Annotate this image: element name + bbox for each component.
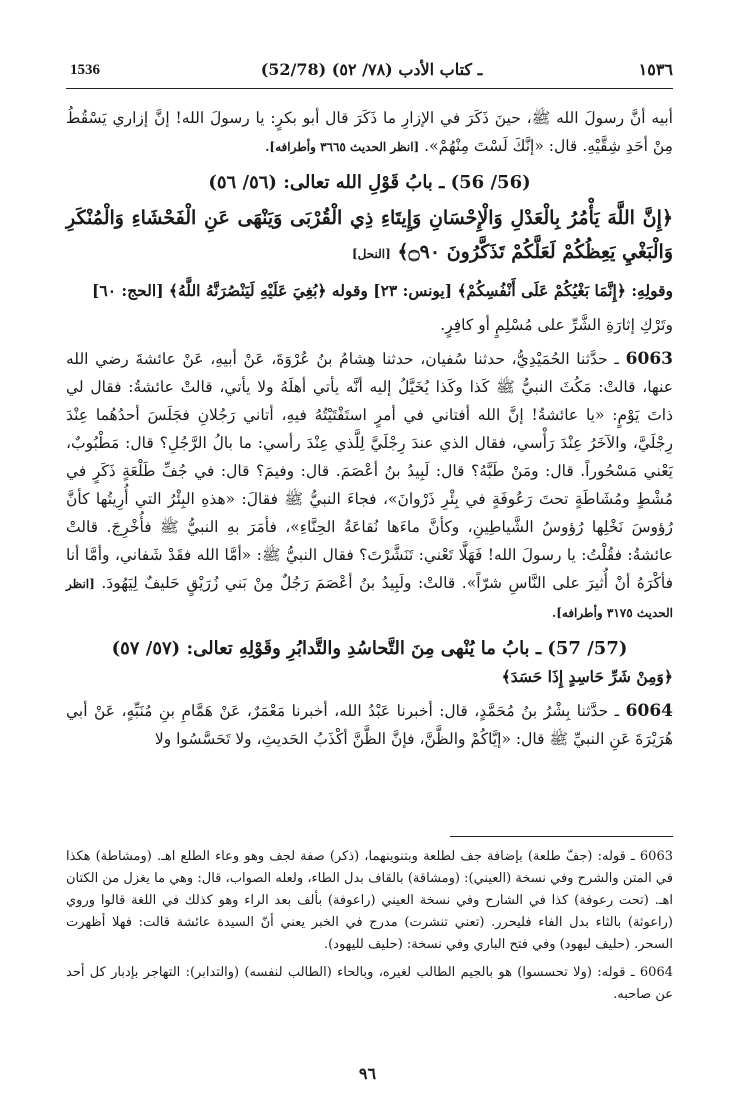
hadith-number: 6064 [625,701,673,721]
header-rule [66,88,673,89]
hadith-6063 [66,345,673,627]
chapter-56-title: (56/ 56) ـ بابُ قَوْلِ الله تعالى: (٥٦/ ٥٦) [208,172,531,193]
verse-text: ﴿إِنَّ اللَّهَ يَأْمُرُ بِالْعَدْلِ وَالْإِحْسَانِ وَإِيتَاءِ ذِي الْقُرْبَى وَيَنْهَى عَنِ الْفَحْشَاءِ وَالْمُنْكَرِ وَالْبَغْيِ يَعِظُكُمْ لَعَلَّكُمْ تَذَكَّرُونَ ۝٩٠﴾ [66,207,673,263]
page-footer-number: ٩٦ [358,1064,377,1083]
page-number-arabic: ١٥٣٦ [638,60,673,79]
footnote-6063: 6063 ـ قوله: (جفّ طلعة) بإضافة جف لطلعة وبتنوينهما، (ذكر) صفة لجف وهو وعاء الطلع اهـ. (ومشاطة) هكذا في المتن والشرح وفي نسخة (العيني): (ومشاقة) بالقاف بدل الطاء، ولعله الصواب، قال: وهي ما يغزل من الكتان اهـ. (تحت رعوفة) كذا في الشارح وفي نسخة العيني (راعوفة) بألف بعد الراء وهو كذلك في اللغة قالوا وروي (راعوثة) بالثاء بدل الفاء فليحرر. (تعني تنشرت) مدرج في الخبر يعني أنّ السيدة عائشة قالت: فهلا أظهرت السحر. (حليف ليهود) وفي فتح الباري وفي نسخة: (حليف لليهود). [66,849,673,952]
intro-reference: [انظر الحديث ٣٦٦٥ وأطرافه]. [265,140,420,154]
hadith-number: 6063 [625,349,673,369]
hadith-reference: [انظر الحديث ٣١٧٥ وأطرافه]. [66,577,673,620]
chapter-57-title: (57/ 57) ـ بابُ ما يُنْهى مِنَ التَّحاسُدِ والتَّدابُرِ وقَوْلِهِ تعالى: (٥٧/ ٥٧) [111,638,628,659]
verse-reference: [النحل] [351,247,391,261]
page-number-latin: 1536 [70,62,100,78]
hadith-text: ـ حدَّثنا الحُمَيْدِيُّ، حدثنا سُفيان، حدثنا هِشامُ بنُ عُرْوَةَ، عَنْ أبيهِ، عَنْ عائشةَ رضي الله عنها، قالتْ: مَكُثَ النبيُّ ﷺ كَذا وكَذا يُخَيَّلُ إليه أنَّه يأتي أهلَهُ ولا يأتي، قالتْ عائشةُ: فقال لي ذاتَ يَوْمٍ: «يا عائشةُ! إنَّ الله أفتاني في أمرٍ استَفْتَيْتُهُ فيهِ، أتاني رَجُلانِ فجَلَسَ أحدُهُما عِنْدَ رِجْلَيَّ، والآخَرُ عِنْدَ رَأْسي، فقال الذي عندَ رِجْلَيَّ لِلَّذي عِنْدَ رأسي: ما بالُ الرَّجُلِ؟ قال: مَطْبُوبٌ، يَعْني مَسْحُوراً. قال: ومَنْ طَبَّهُ؟ قال: لَبِيدُ بنُ أعْصَمَ. قال: وفيمَ؟ قال: في جُفِّ طَلْعَةٍ ذَكَرٍ في مُشْطٍ ومُشَاطَةٍ تحتَ رَعُوفَةٍ في بِئْرِ ذَرْوانَ»، فجاءَ النبيُّ ﷺ فقالَ: «هذهِ البِئْرُ التي أُرِيتُها كأنَّ رُؤوسَ نَخْلِها رُؤوسُ الشَّياطِينِ، وكأنَّ ماءَها نُقاعَةُ الحِنَّاءِ»، فأمَرَ بهِ النبيُّ ﷺ فأُخْرِجَ. قالتْ عائشةُ: فقُلْتُ: يا رسولَ الله! فَهَلَّا تَعْني: تَنَشَّرْتَ؟ فقال النبيُّ ﷺ: «أمَّا الله فقَدْ شَفاني، وأمَّا أنا فأكْرَهُ أنْ أُثيرَ على النَّاسِ شرّاً». قالتْ: ولَبِيدُ بنُ أعْصَمَ رَجُلٌ مِنْ بَني زُرَيْقٍ حَليفٌ لِيَهُودَ. [66,350,673,592]
running-title: (52/78) ـ كتاب الأدب (٧٨/ ٥٢) [260,60,483,79]
footnotes [66,846,673,1012]
chapter-56-verse [66,201,673,271]
intro-paragraph [66,104,673,161]
chapter-57-verse: ﴿وَمِنْ شَرِّ حَاسِدٍ إِذَا حَسَدَ﴾ [501,667,673,686]
footnote-rule [450,836,673,837]
page-header [70,58,673,88]
intro-text: أبيه أنَّ رسولَ الله ﷺ، حينَ ذَكَرَ في الإزارِ ما ذَكَرَ قال أبو بكرٍ: يا رسولَ الله! إنَّ إزاري يَسْقُطُ مِنْ أحَدِ شِقَّيْهِ. قال: «إنَّكَ لَسْتَ مِنْهُمْ». [66,109,673,155]
main-text [66,104,673,759]
footnote-6064: 6064 ـ قوله: (ولا تحسسوا) هو بالجيم الطالب لغيره، وبالحاء (الطالب لنفسه) (والتدابر): التهاجر بإدبار كل أحد عن صاحبه. [66,965,673,1002]
chapter-56-line2: وقولِهِ: ﴿إِنَّمَا بَغْيُكُمْ عَلَى أَنْفُسِكُمْ﴾ [يونس: ٢٣] وقوله ﴿بُغِيَ عَلَيْهِ لَيَنْصُرَنَّهُ اللَّهُ﴾ [الحج: ٦٠] [92,281,673,300]
chapter-56-line3: وتَرْكِ إثارَةِ الشَّرِّ على مُسْلِمٍ أو كافِرٍ. [440,316,673,334]
hadith-6064 [66,697,673,753]
hadith-text: ـ حدَّثنا بِشْرُ بنُ مُحَمَّدٍ، قال: أخبرنا عَبْدُ الله، أخبرنا مَعْمَرٌ، عَنْ هَمَّامِ بنِ مُنَبِّهٍ، عَنْ أبي هُرَيْرَةَ عَنِ النبيِّ ﷺ قال: «إيَّاكُمْ والظَّنَّ، فإنَّ الظَّنَّ أكْذَبُ الحَديثِ، ولا تَحَسَّسُوا ولا [66,702,673,748]
